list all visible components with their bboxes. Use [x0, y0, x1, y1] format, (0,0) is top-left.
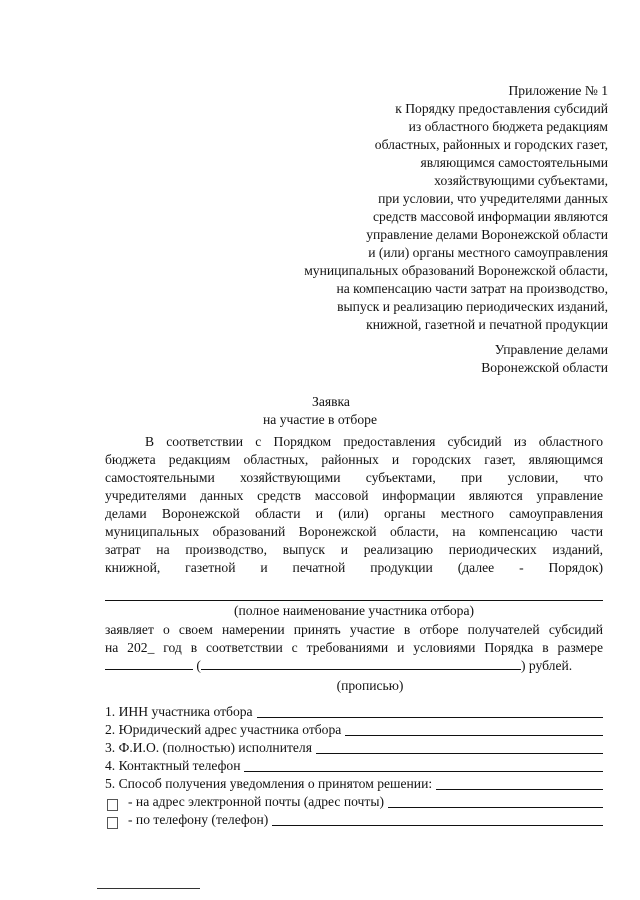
words-caption: (прописью) [336, 678, 404, 693]
amount-words-field[interactable] [201, 657, 521, 670]
field-label: 3. Ф.И.О. (полностью) исполнителя [105, 740, 312, 755]
participant-caption: (полное наименование участника отбора) [233, 603, 475, 618]
email-address-input[interactable] [388, 794, 603, 808]
body-line: муниципальных образований Воронежской области, на компенсацию части [105, 524, 603, 539]
body-line: книжной, газетной и печатной продукции (далее - Порядок) [105, 560, 603, 575]
phone-number-input[interactable] [272, 812, 603, 826]
amount-open-paren: ( [196, 658, 201, 673]
field-label: 4. Контактный телефон [105, 758, 241, 773]
email-option-row [105, 793, 603, 811]
phone-option-row [105, 811, 603, 829]
appendix-header [188, 82, 608, 334]
footnote-separator [97, 888, 200, 889]
appendix-line: и (или) органы местного самоуправления [368, 245, 608, 260]
body-line: В соответствии с Порядком предоставления субсидий из областного [145, 434, 603, 449]
appendix-line: муниципальных образований Воронежской области, [304, 263, 608, 278]
appendix-line: из областного бюджета редакциям [408, 119, 608, 134]
appendix-line: выпуск и реализацию периодических изданий, [337, 299, 608, 314]
executor-name-field-row [105, 739, 603, 757]
option-label: - по телефону (телефон) [128, 812, 269, 827]
body-line: бюджета редакциям областных, районных и городских газет, являющимся [105, 452, 603, 467]
appendix-line: к Порядку предоставления субсидий [395, 101, 608, 116]
inn-field-row [105, 703, 603, 721]
participant-name-field[interactable] [105, 600, 603, 601]
amount-currency-label: ) рублей. [520, 658, 573, 673]
field-label: 5. Способ получения уведомления о принятом решении: [105, 776, 433, 791]
appendix-line: хозяйствующими субъектами, [434, 173, 608, 188]
appendix-line: являющимся самостоятельными [420, 155, 608, 170]
phone-option-checkbox[interactable] [107, 817, 118, 829]
appendix-line: Приложение № 1 [508, 83, 608, 98]
recipient-line: Управление делами [494, 342, 608, 357]
body-line: учредителями данных средств массовой информации являются управление [105, 488, 603, 503]
declaration-line: заявляет о своем намерении принять участие в отборе получателей субсидий [105, 622, 603, 637]
recipient-block [308, 341, 608, 377]
option-label: - на адрес электронной почты (адрес почты) [128, 794, 384, 809]
amount-number-field[interactable] [105, 657, 193, 670]
executor-name-input[interactable] [316, 740, 603, 754]
document-title [0, 393, 640, 429]
legal-address-field-row [105, 721, 603, 739]
inn-input[interactable] [257, 704, 603, 718]
amount-row [105, 657, 603, 675]
appendix-line: средств массовой информации являются [372, 209, 608, 224]
email-option-checkbox[interactable] [107, 799, 118, 811]
appendix-line: при условии, что учредителями данных [378, 191, 608, 206]
body-line: самостоятельными хозяйствующими субъектами, при условии, что [105, 470, 603, 485]
recipient-line: Воронежской области [481, 360, 608, 375]
appendix-line: областных, районных и городских газет, [374, 137, 608, 152]
body-line: затрат на производство, выпуск и реализацию периодических изданий, [105, 542, 603, 557]
notification-method-field-row [105, 775, 603, 793]
appendix-line: управление делами Воронежской области [366, 227, 608, 242]
title-line: на участие в отборе [263, 412, 377, 427]
body-paragraph [105, 433, 603, 577]
declaration-line: на 202_ год в соответствии с требованиями и условиями Порядка в размере [105, 640, 603, 655]
notification-method-input[interactable] [436, 776, 603, 790]
phone-field-row [105, 757, 603, 775]
phone-input[interactable] [244, 758, 603, 772]
body-line: делами Воронежской области и (или) органы местного самоуправления [105, 506, 603, 521]
field-label: 1. ИНН участника отбора [105, 704, 253, 719]
field-label: 2. Юридический адрес участника отбора [105, 722, 342, 737]
appendix-line: книжной, газетной и печатной продукции [366, 317, 608, 332]
title-line: Заявка [312, 394, 350, 409]
legal-address-input[interactable] [345, 722, 603, 736]
appendix-line: на компенсацию части затрат на производство, [336, 281, 608, 296]
